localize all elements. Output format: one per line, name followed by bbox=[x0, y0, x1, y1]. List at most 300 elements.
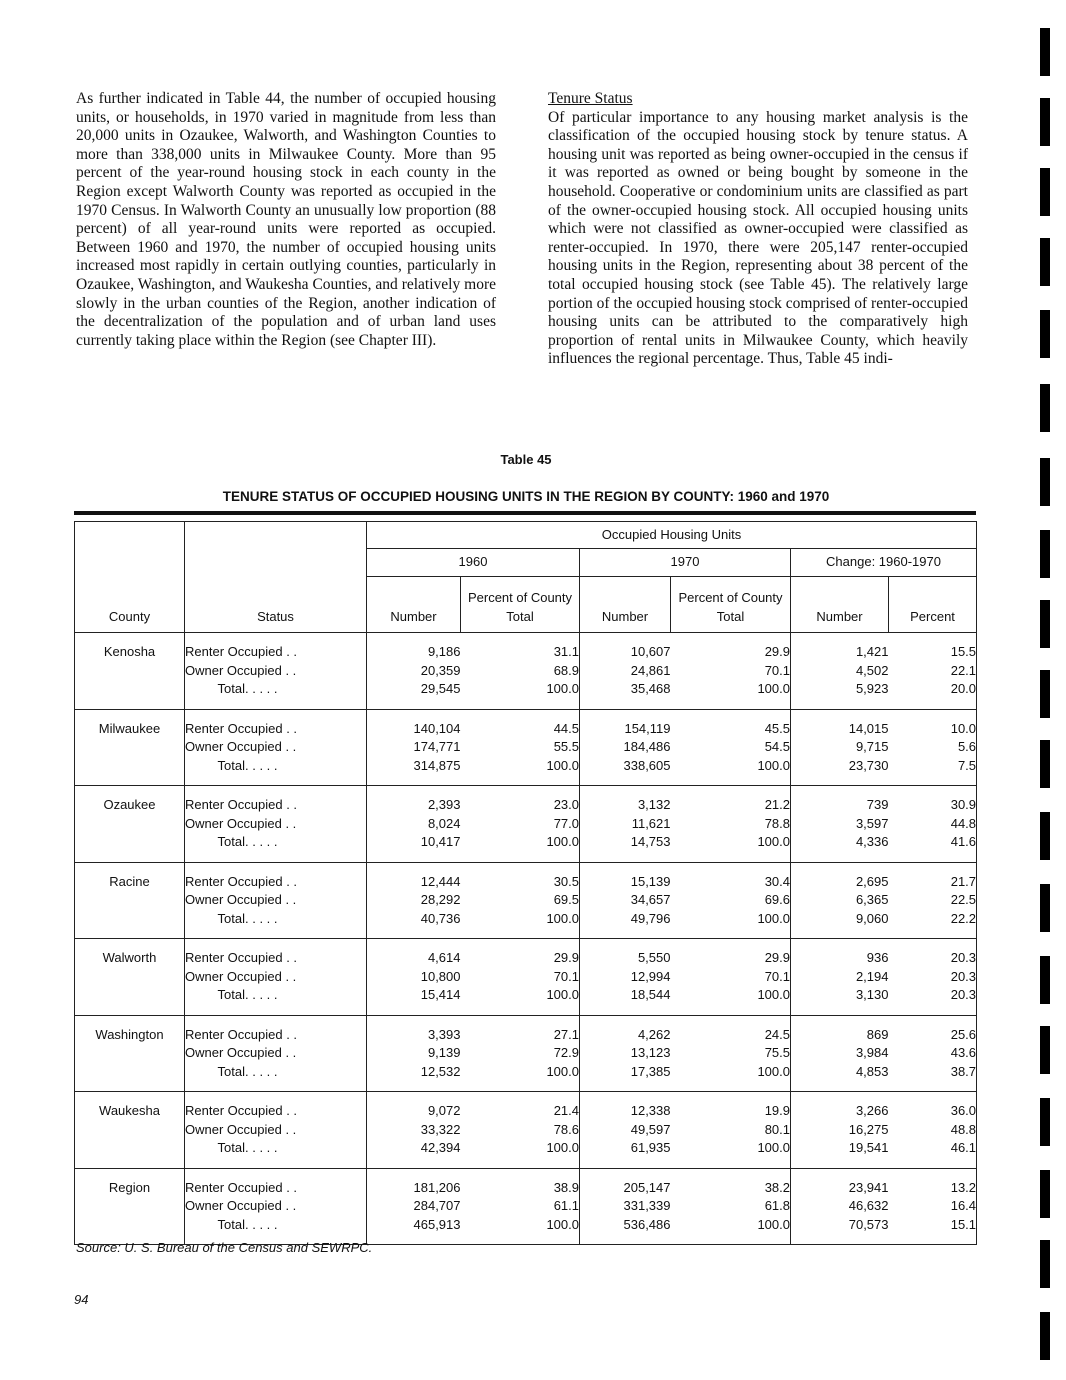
cell-value: 338,605 bbox=[623, 757, 671, 773]
cell-value: 100.0 bbox=[757, 834, 790, 849]
data-cell bbox=[461, 1092, 580, 1169]
county-name: Milwaukee bbox=[75, 709, 185, 786]
cell-value: 68.9 bbox=[553, 662, 579, 678]
data-cell bbox=[889, 939, 977, 1016]
cell-value: 78.8 bbox=[764, 815, 790, 831]
status-text: . . . . . bbox=[245, 834, 278, 849]
header-number-change: Number bbox=[791, 577, 889, 633]
cell-value: 69.5 bbox=[553, 892, 579, 907]
cell-value: 19,541 bbox=[848, 1140, 889, 1155]
status-text: Owner Occupied bbox=[185, 662, 282, 678]
cell-value: 70,573 bbox=[848, 1216, 889, 1232]
status-text: . . bbox=[286, 720, 298, 736]
data-cell bbox=[671, 709, 791, 786]
cell-value: 22.2 bbox=[950, 910, 977, 926]
table-row bbox=[75, 1015, 977, 1092]
cell-value: 3,132 bbox=[637, 797, 671, 812]
status-text: Total bbox=[217, 1140, 245, 1155]
cell-value: 100.0 bbox=[757, 1063, 790, 1079]
cell-value: 21.4 bbox=[553, 1103, 579, 1118]
status-text: Renter Occupied bbox=[185, 644, 283, 659]
cell-value: 13.2 bbox=[950, 1179, 977, 1195]
status-text: Owner Occupied bbox=[185, 968, 282, 984]
cell-value: 10.0 bbox=[950, 720, 977, 736]
data-cell bbox=[580, 1092, 671, 1169]
data-cell bbox=[791, 633, 889, 710]
margin-bar bbox=[1040, 812, 1050, 860]
cell-value: 5.6 bbox=[957, 739, 977, 754]
cell-value: 3,266 bbox=[855, 1103, 889, 1118]
margin-bar bbox=[1040, 884, 1050, 932]
cell-value: 12,532 bbox=[420, 1063, 461, 1079]
cell-value: 41.6 bbox=[950, 834, 977, 849]
cell-value: 4,502 bbox=[855, 662, 889, 678]
status-text: Renter Occupied bbox=[185, 797, 283, 812]
cell-value: 21.2 bbox=[764, 797, 790, 812]
cell-value: 44.5 bbox=[553, 720, 579, 736]
margin-bar bbox=[1040, 1098, 1050, 1146]
header-1960: 1960 bbox=[367, 549, 580, 577]
data-cell bbox=[461, 939, 580, 1016]
status-text: . . bbox=[286, 1179, 298, 1195]
cell-value: 31.1 bbox=[553, 644, 579, 659]
status-text: . . bbox=[286, 1026, 298, 1042]
cell-value: 100.0 bbox=[546, 1216, 579, 1232]
cell-value: 100.0 bbox=[546, 987, 579, 1002]
data-cell bbox=[889, 1168, 977, 1245]
right-column bbox=[548, 90, 968, 369]
header-1970: 1970 bbox=[580, 549, 791, 577]
data-cell bbox=[367, 709, 461, 786]
cell-value: 40,736 bbox=[420, 910, 461, 926]
cell-value: 100.0 bbox=[546, 834, 579, 849]
cell-value: 18,544 bbox=[630, 987, 671, 1002]
data-cell bbox=[461, 709, 580, 786]
cell-value: 100.0 bbox=[757, 681, 790, 696]
cell-value: 45.5 bbox=[764, 720, 790, 736]
cell-value: 140,104 bbox=[413, 720, 461, 736]
cell-value: 3,984 bbox=[855, 1045, 889, 1060]
margin-bar bbox=[1040, 168, 1050, 216]
cell-value: 11,621 bbox=[631, 815, 671, 831]
table-body bbox=[75, 633, 977, 1245]
cell-value: 33,322 bbox=[420, 1121, 461, 1137]
cell-value: 2,194 bbox=[855, 968, 889, 984]
status-text: . . . . . bbox=[245, 987, 278, 1002]
cell-value: 36.0 bbox=[950, 1103, 977, 1118]
cell-value: 21.7 bbox=[950, 873, 977, 889]
cell-value: 44.8 bbox=[950, 815, 977, 831]
table-title: TENURE STATUS OF OCCUPIED HOUSING UNITS IN THE REGION BY COUNTY: 1960 and 1970 bbox=[222, 489, 830, 504]
cell-value: 4,853 bbox=[855, 1063, 889, 1079]
county-name: Washington bbox=[75, 1015, 185, 1092]
status-text: Total bbox=[217, 757, 245, 773]
cell-value: 22.1 bbox=[950, 662, 977, 678]
margin-bar bbox=[1040, 670, 1050, 718]
status-labels bbox=[185, 1168, 367, 1245]
margin-bar bbox=[1040, 600, 1050, 648]
cell-value: 30.9 bbox=[950, 797, 977, 812]
cell-value: 10,800 bbox=[420, 968, 461, 984]
cell-value: 284,707 bbox=[413, 1198, 461, 1213]
cell-value: 174,771 bbox=[413, 739, 461, 754]
cell-value: 29,545 bbox=[420, 681, 461, 696]
status-text: . . bbox=[285, 968, 297, 984]
cell-value: 70.1 bbox=[764, 662, 790, 678]
data-cell bbox=[367, 1092, 461, 1169]
cell-value: 77.0 bbox=[553, 815, 579, 831]
cell-value: 49,796 bbox=[630, 910, 671, 926]
cell-value: 100.0 bbox=[757, 1140, 790, 1155]
header-change: Change: 1960-1970 bbox=[791, 549, 977, 577]
status-text: Owner Occupied bbox=[185, 815, 282, 831]
data-cell bbox=[367, 939, 461, 1016]
status-text: Renter Occupied bbox=[185, 1026, 283, 1042]
header-group: Occupied Housing Units bbox=[367, 522, 977, 549]
cell-value: 24,861 bbox=[630, 662, 671, 678]
cell-value: 72.9 bbox=[553, 1045, 579, 1060]
right-paragraph: Of particular importance to any housing market analysis is the classification of the occupied housing stock by tenure status. A housing unit was reported as being owner-occupied in the census if it was reported as owned or being bought by someone in the household. Cooperative or condominium units are classified as part of the owner-occupied housing stock. All occupied housing units which were not classified as owner-occupied were classified as renter-occupied. In 1970, there were 205,147 renter-occupied housing units in the Region, representing about 38 percent of the total occupied housing stock (see Table 45). The relatively large portion of the occupied housing stock comprised of renter-occupied housing units can be attributed to the comparatively high proportion of rental units in Milwaukee County, which heavily influences the regional percentage. Thus, Table 45 indi- bbox=[548, 108, 968, 368]
data-cell bbox=[671, 1015, 791, 1092]
cell-value: 5,923 bbox=[855, 681, 889, 696]
status-text: Total bbox=[217, 910, 245, 926]
status-text: . . bbox=[285, 739, 297, 754]
status-text: . . bbox=[286, 1103, 298, 1118]
cell-value: 4,336 bbox=[855, 834, 889, 849]
cell-value: 100.0 bbox=[546, 910, 579, 926]
status-text: Owner Occupied bbox=[185, 739, 282, 754]
data-cell bbox=[791, 1092, 889, 1169]
cell-value: 10,607 bbox=[630, 644, 671, 659]
cell-value: 465,913 bbox=[413, 1216, 461, 1232]
cell-value: 16,275 bbox=[848, 1121, 889, 1137]
county-name: Racine bbox=[75, 862, 185, 939]
cell-value: 15.5 bbox=[950, 644, 977, 659]
cell-value: 181,206 bbox=[413, 1179, 461, 1195]
data-cell bbox=[671, 1168, 791, 1245]
data-cell bbox=[791, 862, 889, 939]
status-text: . . . . . bbox=[245, 1216, 278, 1232]
cell-value: 49,597 bbox=[630, 1121, 671, 1137]
margin-bar bbox=[1040, 310, 1050, 358]
cell-value: 314,875 bbox=[413, 757, 461, 773]
cell-value: 1,421 bbox=[855, 644, 889, 659]
cell-value: 4,262 bbox=[637, 1026, 671, 1042]
data-cell bbox=[580, 633, 671, 710]
status-text: . . bbox=[285, 892, 297, 907]
cell-value: 75.5 bbox=[764, 1045, 790, 1060]
cell-value: 739 bbox=[866, 797, 889, 812]
cell-value: 54.5 bbox=[764, 739, 790, 754]
left-column bbox=[76, 90, 496, 350]
table-source: Source: U. S. Bureau of the Census and SEWRPC. bbox=[76, 1240, 373, 1255]
data-cell bbox=[889, 786, 977, 863]
data-cell bbox=[580, 862, 671, 939]
data-cell bbox=[461, 786, 580, 863]
section-heading: Tenure Status bbox=[548, 90, 633, 107]
data-cell bbox=[367, 633, 461, 710]
cell-value: 29.9 bbox=[764, 950, 790, 965]
cell-value: 20.0 bbox=[950, 681, 977, 696]
data-cell bbox=[889, 1015, 977, 1092]
status-text: Renter Occupied bbox=[185, 720, 283, 736]
data-cell bbox=[580, 709, 671, 786]
header-percent-change: Percent bbox=[889, 577, 977, 633]
county-name: Region bbox=[75, 1168, 185, 1245]
status-text: . . . . . bbox=[245, 1140, 278, 1155]
data-cell bbox=[671, 786, 791, 863]
status-text: Renter Occupied bbox=[185, 1179, 283, 1195]
data-cell bbox=[580, 939, 671, 1016]
cell-value: 936 bbox=[866, 950, 889, 965]
cell-value: 13,123 bbox=[630, 1045, 671, 1060]
data-cell bbox=[791, 1168, 889, 1245]
header-county: County bbox=[75, 522, 185, 633]
county-name: Walworth bbox=[75, 939, 185, 1016]
cell-value: 8,024 bbox=[427, 815, 461, 831]
data-cell bbox=[367, 862, 461, 939]
cell-value: 38.7 bbox=[950, 1063, 977, 1079]
data-cell bbox=[671, 862, 791, 939]
status-text: Owner Occupied bbox=[185, 1045, 282, 1060]
status-text: . . bbox=[286, 873, 298, 889]
cell-value: 536,486 bbox=[623, 1216, 671, 1232]
cell-value: 7.5 bbox=[957, 757, 977, 773]
data-cell bbox=[889, 1092, 977, 1169]
margin-bar bbox=[1040, 956, 1050, 1004]
cell-value: 14,015 bbox=[848, 720, 889, 736]
margin-bar bbox=[1040, 28, 1050, 76]
cell-value: 100.0 bbox=[546, 1140, 579, 1155]
cell-value: 100.0 bbox=[757, 987, 790, 1002]
table-row bbox=[75, 1092, 977, 1169]
cell-value: 9,060 bbox=[855, 910, 889, 926]
header-percent-1960: Percent of County Total bbox=[461, 577, 580, 633]
cell-value: 35,468 bbox=[630, 681, 671, 696]
data-cell bbox=[367, 786, 461, 863]
status-text: . . bbox=[285, 1045, 297, 1060]
table-row bbox=[75, 862, 977, 939]
cell-value: 17,385 bbox=[630, 1063, 671, 1079]
cell-value: 4,614 bbox=[427, 950, 461, 965]
cell-value: 154,119 bbox=[624, 720, 671, 736]
margin-bar bbox=[1040, 384, 1050, 432]
data-cell bbox=[791, 1015, 889, 1092]
margin-bar bbox=[1040, 530, 1050, 578]
cell-value: 100.0 bbox=[546, 681, 579, 696]
cell-value: 12,444 bbox=[420, 873, 461, 889]
cell-value: 38.9 bbox=[553, 1179, 579, 1195]
status-text: Renter Occupied bbox=[185, 950, 283, 965]
cell-value: 70.1 bbox=[553, 968, 579, 984]
cell-value: 29.9 bbox=[553, 950, 579, 965]
cell-value: 23.0 bbox=[553, 797, 579, 812]
header-status: Status bbox=[185, 522, 367, 633]
cell-value: 38.2 bbox=[764, 1179, 790, 1195]
cell-value: 9,072 bbox=[427, 1103, 461, 1118]
cell-value: 48.8 bbox=[950, 1121, 977, 1137]
tenure-table bbox=[74, 521, 977, 1245]
cell-value: 3,393 bbox=[427, 1026, 461, 1042]
status-labels bbox=[185, 1092, 367, 1169]
county-name: Ozaukee bbox=[75, 786, 185, 863]
margin-bar bbox=[1040, 98, 1050, 146]
cell-value: 20.3 bbox=[950, 950, 977, 965]
status-text: . . bbox=[286, 644, 298, 659]
status-text: Total bbox=[217, 1216, 245, 1232]
header-number-1970: Number bbox=[580, 577, 671, 633]
cell-value: 100.0 bbox=[546, 1063, 579, 1079]
status-text: . . bbox=[285, 815, 297, 831]
table-row bbox=[75, 786, 977, 863]
left-paragraph: As further indicated in Table 44, the number of occupied housing units, or households, in 1970 varied in magnitude from less than 20,000 units in Ozaukee, Walworth, and Washington Counties to more than 338,000 units in Milwaukee County. More than 95 percent of the year-round housing stock in each county in the Region except Walworth County was reported as occupied in the 1970 Census. In Walworth County an unusually low proportion (88 percent) of all year-round units were reported as occupied. Between 1960 and 1970, the number of occupied housing units increased most rapidly in certain outlying counties, particularly in Ozaukee, Washington, and Waukesha Counties, and relatively more slowly in the urban counties of the Region, another indication of the decentralization of the population and of urban land uses currently taking place within the Region (see Chapter III). bbox=[76, 90, 496, 349]
cell-value: 184,486 bbox=[623, 739, 671, 754]
status-text: Total bbox=[217, 987, 245, 1002]
data-cell bbox=[671, 1092, 791, 1169]
cell-value: 80.1 bbox=[764, 1121, 790, 1137]
margin-bar bbox=[1040, 1170, 1050, 1218]
status-text: Renter Occupied bbox=[185, 873, 283, 889]
cell-value: 61.1 bbox=[553, 1198, 579, 1213]
cell-value: 70.1 bbox=[764, 968, 790, 984]
status-text: . . . . . bbox=[245, 910, 278, 926]
cell-value: 30.4 bbox=[764, 873, 790, 889]
cell-value: 869 bbox=[866, 1026, 889, 1042]
data-cell bbox=[889, 709, 977, 786]
status-text: . . bbox=[285, 1198, 297, 1213]
cell-value: 100.0 bbox=[757, 1216, 790, 1232]
cell-value: 28,292 bbox=[420, 892, 461, 907]
cell-value: 15.1 bbox=[950, 1216, 977, 1232]
cell-value: 46.1 bbox=[950, 1140, 977, 1155]
cell-value: 3,597 bbox=[855, 815, 889, 831]
cell-value: 9,715 bbox=[855, 739, 889, 754]
cell-value: 23,941 bbox=[848, 1179, 889, 1195]
data-cell bbox=[580, 1015, 671, 1092]
cell-value: 331,339 bbox=[623, 1198, 671, 1213]
cell-value: 61,935 bbox=[630, 1140, 671, 1155]
table-top-rule bbox=[74, 511, 976, 515]
status-text: Total bbox=[217, 1063, 245, 1079]
cell-value: 19.9 bbox=[764, 1103, 790, 1118]
header-percent-1970: Percent of County Total bbox=[671, 577, 791, 633]
data-cell bbox=[367, 1168, 461, 1245]
cell-value: 78.6 bbox=[553, 1121, 579, 1137]
status-text: . . bbox=[285, 1121, 297, 1137]
status-text: . . . . . bbox=[245, 757, 278, 773]
cell-value: 22.5 bbox=[950, 892, 977, 907]
cell-value: 46,632 bbox=[848, 1198, 889, 1213]
cell-value: 20.3 bbox=[950, 987, 977, 1002]
table-row bbox=[75, 939, 977, 1016]
data-cell bbox=[367, 1015, 461, 1092]
status-labels bbox=[185, 1015, 367, 1092]
cell-value: 205,147 bbox=[623, 1179, 671, 1195]
table-row bbox=[75, 633, 977, 710]
status-labels bbox=[185, 709, 367, 786]
status-labels bbox=[185, 633, 367, 710]
cell-value: 2,695 bbox=[855, 873, 889, 889]
cell-value: 43.6 bbox=[950, 1045, 977, 1060]
cell-value: 16.4 bbox=[950, 1198, 977, 1213]
cell-value: 100.0 bbox=[757, 757, 790, 773]
cell-value: 20,359 bbox=[420, 662, 461, 678]
margin-bar bbox=[1040, 238, 1050, 286]
cell-value: 55.5 bbox=[553, 739, 579, 754]
data-cell bbox=[580, 1168, 671, 1245]
status-text: Total bbox=[217, 834, 245, 849]
cell-value: 12,338 bbox=[630, 1103, 671, 1118]
page-number: 94 bbox=[74, 1292, 89, 1307]
table-number: Table 45 bbox=[500, 452, 552, 467]
status-text: . . bbox=[285, 662, 297, 678]
data-cell bbox=[889, 862, 977, 939]
status-text: . . bbox=[286, 950, 298, 965]
data-cell bbox=[461, 633, 580, 710]
county-name: Waukesha bbox=[75, 1092, 185, 1169]
margin-bar bbox=[1040, 1312, 1050, 1360]
cell-value: 14,753 bbox=[630, 834, 671, 849]
cell-value: 30.5 bbox=[553, 873, 579, 889]
status-labels bbox=[185, 786, 367, 863]
status-text: . . . . . bbox=[245, 1063, 278, 1079]
cell-value: 61.8 bbox=[764, 1198, 790, 1213]
status-text: . . . . . bbox=[245, 681, 278, 696]
data-cell bbox=[671, 939, 791, 1016]
cell-value: 100.0 bbox=[757, 910, 790, 926]
cell-value: 9,139 bbox=[427, 1045, 461, 1060]
table-row bbox=[75, 709, 977, 786]
data-cell bbox=[671, 633, 791, 710]
margin-bar bbox=[1040, 1026, 1050, 1074]
data-cell bbox=[461, 1015, 580, 1092]
cell-value: 34,657 bbox=[630, 892, 671, 907]
status-text: Owner Occupied bbox=[185, 892, 282, 907]
cell-value: 15,139 bbox=[630, 873, 671, 889]
data-cell bbox=[461, 862, 580, 939]
cell-value: 12,994 bbox=[630, 968, 671, 984]
status-labels bbox=[185, 939, 367, 1016]
status-text: Owner Occupied bbox=[185, 1198, 282, 1213]
cell-value: 69.6 bbox=[764, 892, 790, 907]
status-text: Total bbox=[217, 681, 245, 696]
cell-value: 3,130 bbox=[855, 987, 889, 1002]
cell-value: 15,414 bbox=[420, 987, 461, 1002]
data-cell bbox=[461, 1168, 580, 1245]
data-cell bbox=[791, 709, 889, 786]
county-name: Kenosha bbox=[75, 633, 185, 710]
cell-value: 42,394 bbox=[420, 1140, 461, 1155]
cell-value: 29.9 bbox=[764, 644, 790, 659]
margin-bar bbox=[1040, 458, 1050, 506]
cell-value: 23,730 bbox=[848, 757, 889, 773]
status-text: . . bbox=[286, 797, 298, 812]
cell-value: 5,550 bbox=[637, 950, 671, 965]
margin-bar bbox=[1040, 1240, 1050, 1288]
margin-bar bbox=[1040, 740, 1050, 788]
cell-value: 25.6 bbox=[950, 1026, 977, 1042]
cell-value: 2,393 bbox=[427, 797, 461, 812]
status-labels bbox=[185, 862, 367, 939]
cell-value: 27.1 bbox=[553, 1026, 579, 1042]
header-number-1960: Number bbox=[367, 577, 461, 633]
cell-value: 100.0 bbox=[546, 757, 579, 773]
cell-value: 6,365 bbox=[855, 892, 889, 907]
cell-value: 20.3 bbox=[950, 968, 977, 984]
data-cell bbox=[889, 633, 977, 710]
table-row bbox=[75, 1168, 977, 1245]
data-cell bbox=[791, 786, 889, 863]
